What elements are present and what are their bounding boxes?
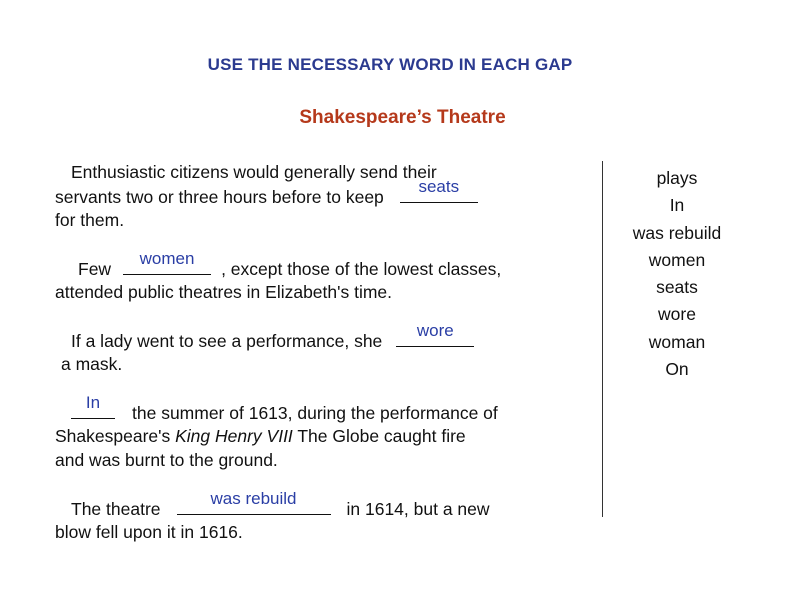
column-divider xyxy=(602,161,603,517)
word-bank-item[interactable]: In xyxy=(669,195,685,216)
gap-5[interactable] xyxy=(177,489,331,515)
word-bank xyxy=(612,165,742,383)
word-bank-item[interactable]: woman xyxy=(648,331,706,352)
gap-4-answer: In xyxy=(85,393,101,412)
play-title: King Henry VIII xyxy=(175,426,293,446)
gap-1-answer: seats xyxy=(418,177,460,196)
gap-3[interactable] xyxy=(396,321,474,347)
passage-line xyxy=(55,280,575,304)
word-bank-item[interactable]: was rebuild xyxy=(632,222,722,243)
gap-2-answer: women xyxy=(139,249,195,268)
gap-5-answer: was rebuild xyxy=(210,489,297,508)
passage-text xyxy=(55,160,575,544)
text-span: Enthusiastic citizens would generally send their xyxy=(71,162,437,182)
passage-line xyxy=(55,352,575,376)
text-span: attended public theatres in Elizabeth's time. xyxy=(55,282,393,302)
text-span: If a lady went to see a performance, she xyxy=(71,331,383,351)
text-span: and was burnt to the ground. xyxy=(55,450,278,470)
passage-line xyxy=(55,249,575,280)
word-bank-item[interactable]: wore xyxy=(658,304,696,325)
word-bank-item[interactable]: plays xyxy=(656,168,698,188)
gap-3-answer: wore xyxy=(416,321,454,340)
exercise-heading: USE THE NECESSARY WORD IN EACH GAP xyxy=(207,55,573,74)
passage-line xyxy=(55,520,575,544)
blank-line xyxy=(55,376,575,400)
gap-1[interactable] xyxy=(400,177,478,203)
blank-line xyxy=(55,304,575,328)
gap-2[interactable] xyxy=(123,249,211,275)
text-span: Few xyxy=(78,259,112,279)
gap-4[interactable] xyxy=(71,393,115,419)
passage-line xyxy=(55,489,575,520)
text-span: in 1614, but a new xyxy=(346,499,490,519)
word-bank-item[interactable]: On xyxy=(665,359,689,380)
passage-line xyxy=(55,393,575,424)
text-span: The theatre xyxy=(71,499,161,519)
passage-line xyxy=(55,424,575,448)
text-span: a mask. xyxy=(61,354,123,374)
text-span: Shakespeare's xyxy=(55,426,171,446)
text-span: blow fell upon it in 1616. xyxy=(55,522,243,542)
word-bank-item[interactable]: women xyxy=(648,249,706,270)
passage-line xyxy=(55,208,575,232)
word-bank-item[interactable]: seats xyxy=(656,277,698,298)
text-span: for them. xyxy=(55,210,125,230)
text-span: , except those of the lowest classes, xyxy=(221,259,502,279)
passage-line xyxy=(55,160,575,184)
passage-line xyxy=(55,177,575,208)
passage-line xyxy=(55,448,575,472)
passage-title: Shakespeare’s Theatre xyxy=(299,107,506,128)
text-span: The Globe caught fire xyxy=(297,426,466,446)
passage-line xyxy=(55,321,575,352)
text-span: the summer of 1613, during the performance of xyxy=(132,403,498,423)
text-span: servants two or three hours before to keep xyxy=(55,187,384,207)
